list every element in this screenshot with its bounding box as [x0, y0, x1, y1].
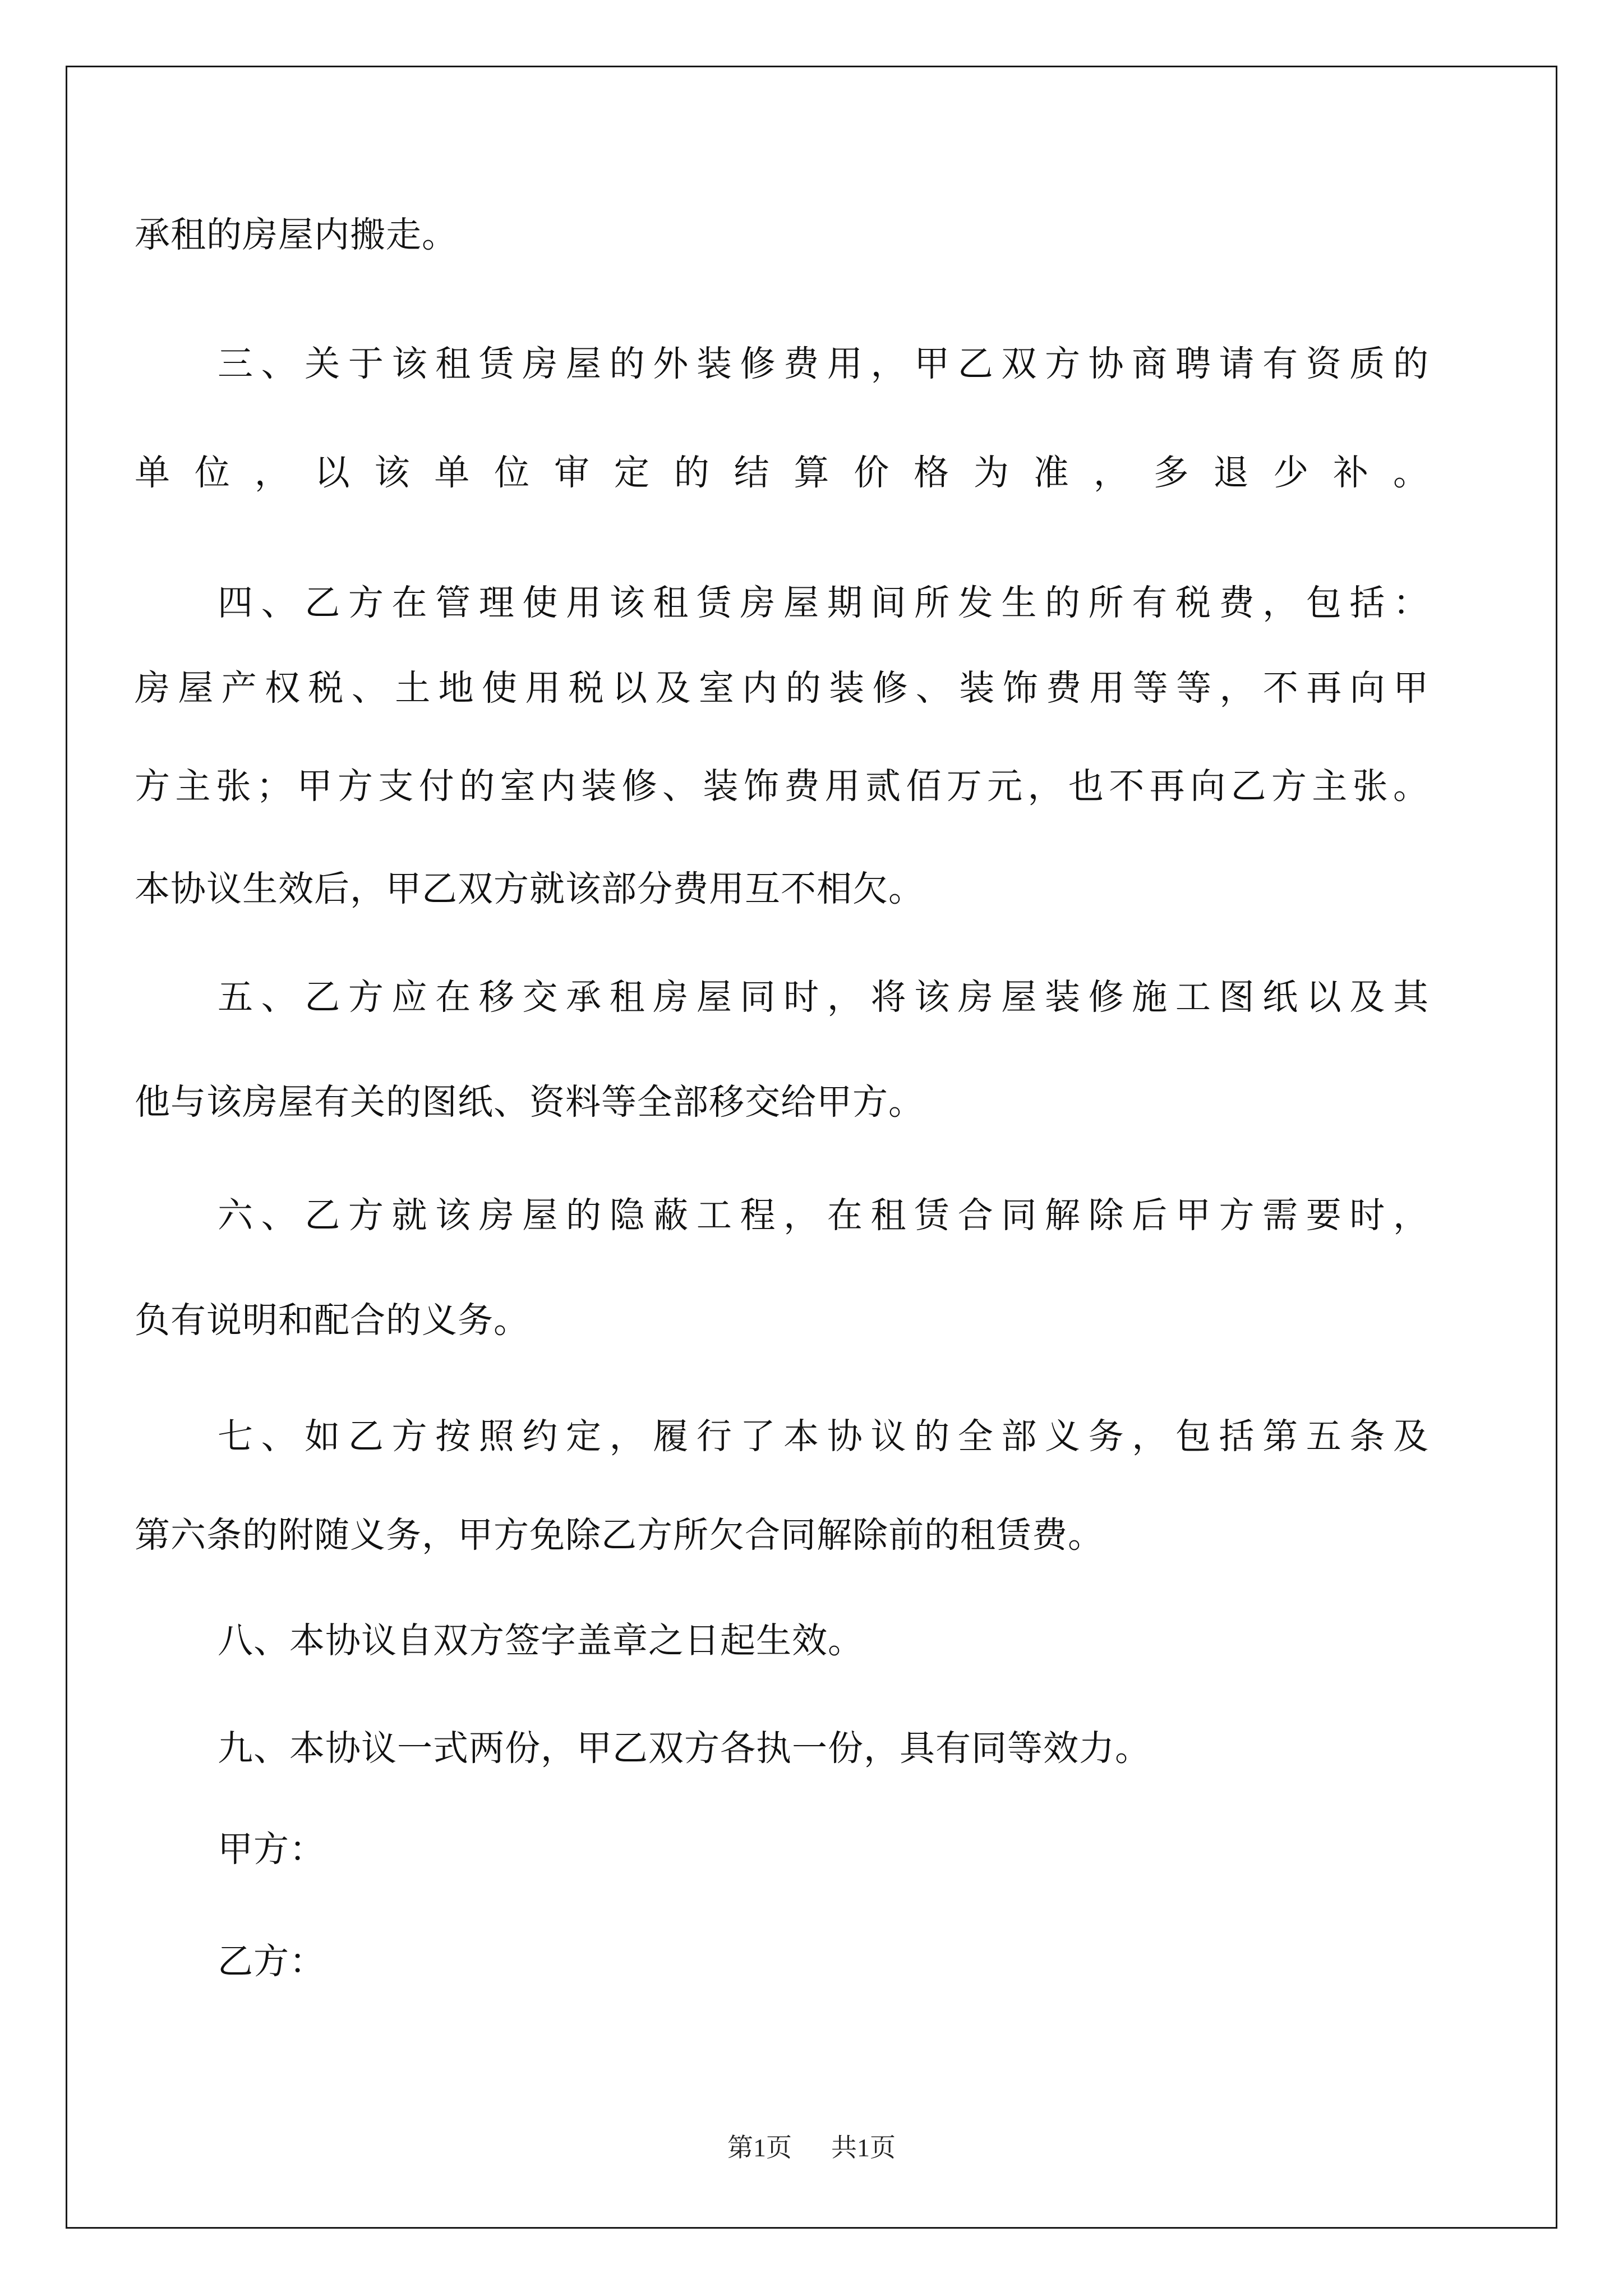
clause-9-line: 九、本协议一式两份，甲乙双方各执一份，具有同等效力。: [218, 1728, 1151, 1769]
page-footer: [0, 2135, 1623, 2161]
clause-4-line-3: 方主张；甲方支付的室内装修、装饰费用贰佰万元，也不再向乙方主张。: [135, 766, 1429, 807]
page-total: 共1页: [831, 2133, 896, 2162]
clause-8-line: 八、本协议自双方签字盖章之日起生效。: [218, 1620, 864, 1661]
page-border: [66, 66, 1557, 2229]
clause-7-line-2: 第六条的附随义务，甲方免除乙方所欠合同解除前的租赁费。: [135, 1515, 1104, 1556]
clause-7-line-1: 七、如乙方按照约定，履行了本协议的全部义务，包括第五条及: [218, 1416, 1429, 1457]
clause-5-line-1: 五、乙方应在移交承租房屋同时，将该房屋装修施工图纸以及其: [218, 977, 1429, 1018]
clause-4-line-1: 四、乙方在管理使用该租赁房屋期间所发生的所有税费，包括：: [218, 582, 1429, 623]
party-b-label: 乙方：: [218, 1941, 325, 1982]
clause-3-line-2: 单位，以该单位审定的结算价格为准，多退少补。: [135, 452, 1429, 493]
clause-4-line-2: 房屋产权税、土地使用税以及室内的装修、装饰费用等等，不再向甲: [135, 668, 1429, 708]
party-a-label: 甲方：: [218, 1829, 325, 1870]
clause-5-line-2: 他与该房屋有关的图纸、资料等全部移交给甲方。: [135, 1082, 924, 1122]
clause-3-line-1: 三、关于该租赁房屋的外装修费用，甲乙双方协商聘请有资质的: [218, 343, 1429, 384]
clause-6-line-1: 六、乙方就该房屋的隐蔽工程，在租赁合同解除后甲方需要时，: [218, 1195, 1429, 1236]
clause-6-line-2: 负有说明和配合的义务。: [135, 1300, 529, 1341]
text-line: 承租的房屋内搬走。: [135, 214, 458, 255]
clause-4-line-4: 本协议生效后，甲乙双方就该部分费用互不相欠。: [135, 868, 924, 909]
page-number: 第1页: [727, 2133, 792, 2162]
